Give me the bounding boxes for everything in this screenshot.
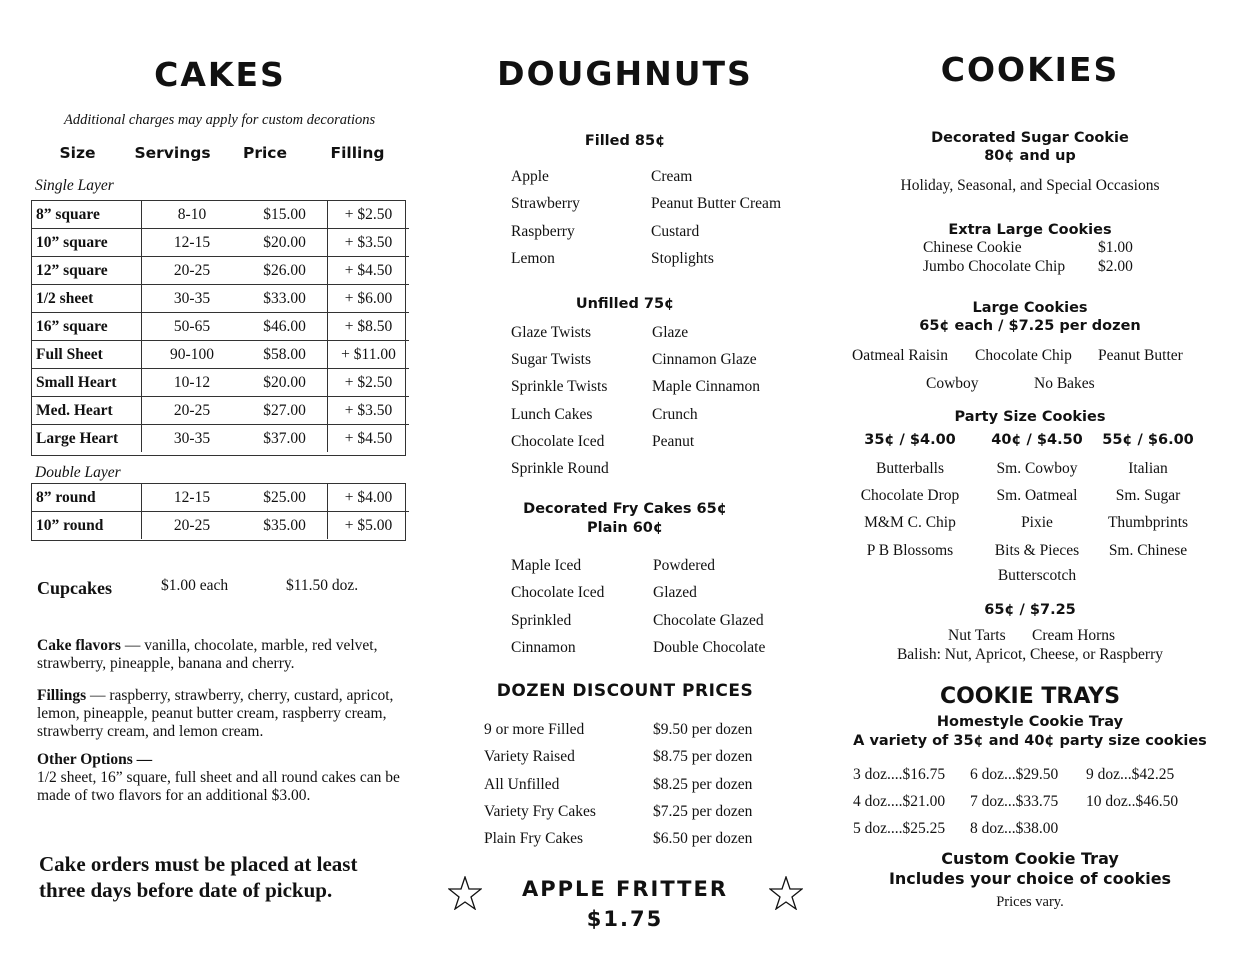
cakes-title: CAKES — [154, 55, 286, 94]
single-layer-label: Single Layer — [35, 177, 114, 194]
list-item: Stoplights — [651, 249, 714, 267]
table-row — [32, 397, 409, 425]
cake-fillings-text: — raspberry, strawberry, cherry, custard, apricot, lemon, pineapple, peanut butter cream, raspberry cream, strawberry cream, and lemon cream. — [37, 687, 394, 740]
table-row — [32, 201, 409, 229]
list-item: Glaze Twists — [511, 324, 591, 341]
cake-filling-cell: + $5.00 — [328, 512, 410, 540]
list-item: Bits & Pieces — [994, 541, 1080, 559]
sugar-cookie-note: Holiday, Seasonal, and Special Occasions — [900, 177, 1160, 194]
table-row — [32, 484, 409, 512]
list-item: $9.50 per dozen — [653, 721, 753, 738]
order-notice-line-2: three days before date of pickup. — [39, 878, 333, 902]
custom-tray-header: Custom Cookie Tray — [941, 849, 1119, 868]
tray-price-item: 7 doz...$33.75 — [970, 793, 1059, 811]
list-item: Pixie — [1021, 514, 1053, 532]
cake-filling-cell: + $2.50 — [328, 201, 410, 229]
list-item: Maple Cinnamon — [652, 378, 761, 396]
cake-size-cell: 8” round — [32, 484, 142, 512]
cupcakes-dozen-price: $11.50 doz. — [286, 577, 359, 594]
cupcakes-label: Cupcakes — [37, 578, 113, 598]
double-layer-table — [32, 484, 409, 539]
cake-price-cell: $20.00 — [242, 229, 328, 257]
header-size: Size — [59, 144, 96, 162]
cake-price-cell: $15.00 — [263, 205, 306, 223]
table-row — [32, 229, 409, 257]
list-item: Butterballs — [875, 460, 945, 477]
cake-fillings-label: Fillings — [37, 687, 87, 704]
cake-size-cell: 10” round — [32, 512, 142, 540]
list-item: Maple Iced — [511, 557, 582, 574]
list-item: Sm. Chinese — [1108, 541, 1188, 559]
header-filling: Filling — [330, 144, 385, 162]
list-item: Apple — [511, 168, 549, 185]
list-item: Custard — [651, 222, 700, 240]
cookie-trays-title: COOKIE TRAYS — [939, 684, 1121, 709]
cake-servings-cell: 20-25 — [142, 512, 243, 540]
cake-size-cell: 10” square — [32, 229, 142, 257]
cake-servings-cell: 20-25 — [142, 257, 243, 285]
list-item: $7.25 per dozen — [653, 802, 753, 820]
cake-flavors-text: — vanilla, chocolate, marble, red velvet, strawberry, pineapple, banana and cherry. — [37, 637, 378, 672]
cake-flavors — [37, 637, 412, 673]
star-icon-left — [448, 876, 482, 910]
tray-price-item: 8 doz...$38.00 — [970, 820, 1059, 838]
list-item: Raspberry — [511, 222, 575, 240]
cake-servings-cell: 20-25 — [142, 397, 243, 425]
party-price-header: 55¢ / $6.00 — [1102, 432, 1194, 448]
cake-price-cell: $20.00 — [242, 369, 328, 397]
cake-price-cell: $46.00 — [242, 313, 328, 341]
list-item: Lunch Cakes — [511, 405, 593, 423]
sugar-cookie-header-1: Decorated Sugar Cookie — [931, 130, 1129, 146]
party-size-header: Party Size Cookies — [954, 409, 1106, 425]
list-item: M&M C. Chip — [864, 514, 956, 532]
cake-size-cell: Med. Heart — [32, 397, 142, 425]
cake-size-cell: Large Heart — [32, 425, 142, 453]
list-item: Sm. Cowboy — [996, 460, 1078, 477]
list-item: 9 or more Filled — [484, 721, 585, 738]
cake-servings-cell: 12-15 — [173, 488, 211, 506]
cake-filling-cell: + $3.50 — [328, 397, 410, 425]
cake-price-cell: $58.00 — [242, 341, 328, 369]
cake-price-cell: $26.00 — [242, 257, 328, 285]
doughnuts-title: DOUGHNUTS — [497, 54, 753, 93]
large-cookie-item: Cowboy — [926, 375, 979, 392]
sugar-cookie-header-2: 80¢ and up — [984, 148, 1076, 164]
cake-price-cell: $35.00 — [242, 512, 328, 540]
cream-horns-item: Cream Horns — [1032, 627, 1116, 644]
list-item: Sprinkle Round — [511, 460, 609, 477]
list-item: $2.00 — [1098, 257, 1133, 275]
cake-price-cell: $27.00 — [242, 397, 328, 425]
extra-large-header: Extra Large Cookies — [948, 222, 1112, 238]
cake-servings-cell: 30-35 — [142, 285, 243, 313]
list-item: Sm. Oatmeal — [996, 487, 1078, 505]
cake-flavors-label: Cake flavors — [37, 637, 121, 654]
unfilled-header: Unfilled 75¢ — [575, 296, 675, 312]
cake-servings-cell: 10-12 — [142, 369, 243, 397]
list-item: Cinnamon Glaze — [652, 351, 757, 369]
list-item: $8.25 per dozen — [653, 775, 753, 793]
list-item: Double Chocolate — [653, 638, 766, 656]
list-item: Cinnamon — [511, 638, 576, 656]
table-row — [32, 341, 409, 369]
cake-size-cell: 12” square — [32, 257, 142, 285]
list-item: Lemon — [511, 249, 555, 267]
list-item: Chocolate Iced — [511, 584, 605, 602]
table-row — [32, 512, 409, 540]
table-row — [32, 369, 409, 397]
list-item: Chocolate Drop — [860, 487, 960, 505]
list-item: Glaze — [652, 324, 689, 341]
cake-servings-cell: 12-15 — [142, 229, 243, 257]
table-row — [32, 425, 409, 453]
list-item: Chocolate Iced — [511, 432, 605, 450]
price-65-header: 65¢ / $7.25 — [984, 602, 1076, 618]
list-item: Chocolate Glazed — [653, 611, 764, 629]
list-item: Crunch — [652, 405, 698, 423]
list-item: Sm. Sugar — [1115, 487, 1181, 505]
list-item: $8.75 per dozen — [653, 748, 753, 766]
order-notice-line-1: Cake orders must be placed at least — [39, 852, 358, 876]
list-item: Sprinkle Twists — [511, 378, 608, 396]
homestyle-tray-header: Homestyle Cookie Tray — [936, 714, 1124, 730]
list-item: Cream — [651, 168, 693, 185]
double-layer-label: Double Layer — [35, 464, 121, 481]
apple-fritter-price: APPLE FRITTER $1.75 — [521, 877, 729, 931]
table-row — [32, 285, 409, 313]
tray-price-item: 10 doz..$46.50 — [1086, 793, 1179, 811]
table-row — [32, 257, 409, 285]
list-item: Variety Raised — [484, 748, 575, 766]
cake-price-cell: $25.00 — [263, 488, 306, 506]
cake-filling-cell: + $6.00 — [328, 285, 410, 313]
cookies-title: COOKIES — [940, 50, 1120, 89]
large-cookies-header-1: Large Cookies — [972, 300, 1088, 316]
dozen-discount-header: DOZEN DISCOUNT PRICES — [496, 681, 754, 701]
fry-cakes-header-2: Plain 60¢ — [587, 520, 663, 536]
list-item: $6.50 per dozen — [653, 830, 753, 848]
large-cookie-item: Oatmeal Raisin — [852, 347, 948, 364]
cake-filling-cell: + $4.00 — [328, 484, 410, 512]
list-item: Glazed — [653, 584, 697, 602]
cake-filling-cell: + $4.50 — [328, 425, 410, 453]
list-item: Italian — [1128, 460, 1168, 477]
large-cookie-item: Peanut Butter — [1098, 347, 1183, 364]
list-item: Chinese Cookie — [923, 239, 1022, 256]
fry-cakes-header-1: Decorated Fry Cakes 65¢ — [523, 501, 727, 517]
custom-tray-price-note: Prices vary. — [996, 894, 1064, 910]
cake-servings-cell: 90-100 — [142, 341, 243, 369]
list-item: Plain Fry Cakes — [484, 830, 584, 848]
list-item: Variety Fry Cakes — [484, 802, 596, 820]
list-item: $1.00 — [1098, 239, 1133, 256]
tray-price-item: 4 doz....$21.00 — [853, 793, 946, 811]
single-layer-table — [32, 201, 409, 452]
party-price-header: 40¢ / $4.50 — [991, 432, 1083, 448]
cake-price-cell: $33.00 — [242, 285, 328, 313]
list-item: Sugar Twists — [511, 351, 592, 369]
custom-decorations-note: Additional charges may apply for custom decorations — [64, 112, 376, 128]
large-cookie-item: No Bakes — [1034, 375, 1095, 392]
list-item: Peanut Butter Cream — [651, 195, 781, 213]
list-item: All Unfilled — [484, 775, 560, 793]
cake-filling-cell: + $2.50 — [328, 369, 410, 397]
large-cookies-header-2: 65¢ each / $7.25 per dozen — [919, 318, 1141, 334]
list-item: Sprinkled — [511, 611, 572, 629]
list-item: Butterscotch — [997, 567, 1077, 585]
cake-servings-cell: 30-35 — [142, 425, 243, 453]
header-price: Price — [242, 144, 288, 162]
homestyle-tray-description: A variety of 35¢ and 40¢ party size cookies — [853, 733, 1207, 749]
tray-price-item: 5 doz....$25.25 — [853, 820, 946, 838]
list-item: Jumbo Chocolate Chip — [923, 257, 1066, 275]
list-item: Strawberry — [511, 195, 580, 213]
tray-price-item: 3 doz....$16.75 — [853, 766, 946, 783]
cake-filling-cell: + $11.00 — [328, 341, 410, 369]
large-cookie-item: Chocolate Chip — [975, 347, 1072, 364]
star-icon-right — [769, 876, 803, 910]
list-item: Powdered — [653, 557, 715, 574]
nut-tarts-item: Nut Tarts — [948, 627, 1006, 644]
cake-fillings — [37, 687, 412, 741]
other-options-text: 1/2 sheet, 16” square, full sheet and all round cakes can be made of two flavors for an additional $3.00. — [37, 769, 400, 804]
cake-size-cell: Small Heart — [32, 369, 142, 397]
cupcakes-each-price: $1.00 each — [161, 577, 229, 594]
custom-tray-description: Includes your choice of cookies — [888, 869, 1172, 888]
other-options — [37, 751, 412, 805]
cake-servings-cell: 50-65 — [142, 313, 243, 341]
balish-item: Balish: Nut, Apricot, Cheese, or Raspberry — [896, 646, 1164, 663]
other-options-label: Other Options — — [37, 751, 153, 768]
list-item: Peanut — [652, 432, 695, 450]
cake-size-cell: 16” square — [32, 313, 142, 341]
cake-servings-cell: 8-10 — [177, 205, 207, 223]
filled-header: Filled 85¢ — [584, 133, 666, 149]
tray-price-item: 6 doz...$29.50 — [970, 766, 1059, 783]
list-item: Thumbprints — [1107, 514, 1189, 532]
cake-filling-cell: + $8.50 — [328, 313, 410, 341]
cake-size-cell: 8” square — [32, 201, 142, 229]
list-item: P B Blossoms — [866, 541, 954, 559]
cake-price-cell: $37.00 — [242, 425, 328, 453]
cake-size-cell: 1/2 sheet — [32, 285, 142, 313]
tray-price-item: 9 doz...$42.25 — [1086, 766, 1175, 783]
party-price-header: 35¢ / $4.00 — [864, 432, 956, 448]
cake-filling-cell: + $3.50 — [328, 229, 410, 257]
cake-size-cell: Full Sheet — [32, 341, 142, 369]
cake-filling-cell: + $4.50 — [328, 257, 410, 285]
header-servings: Servings — [134, 144, 211, 162]
table-row — [32, 313, 409, 341]
